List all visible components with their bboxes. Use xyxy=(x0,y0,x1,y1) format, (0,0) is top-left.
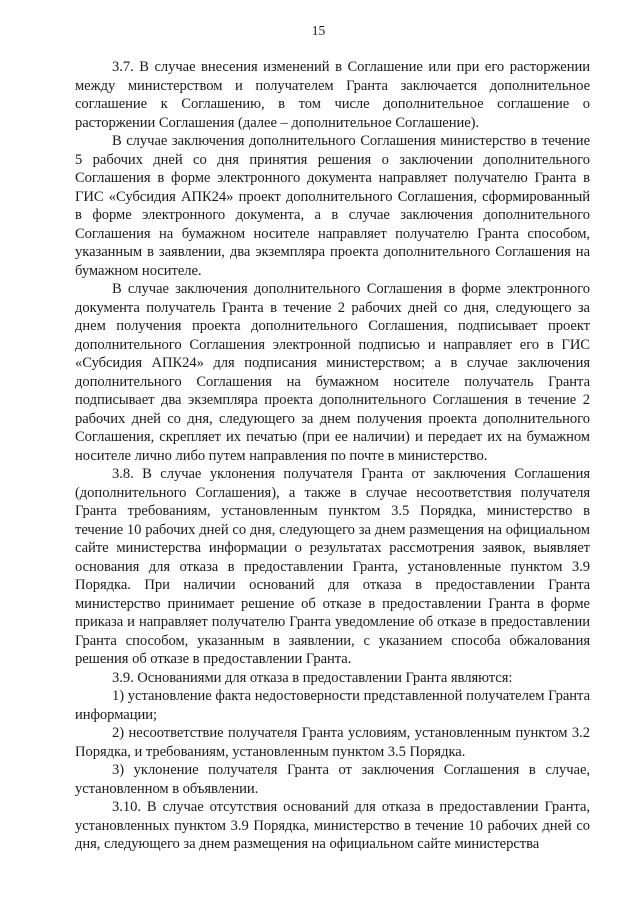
paragraph-3-7: 3.7. В случае внесения изменений в Соглашение или при его расторжении между министерством и получателем Гранта заключается дополнительное соглашение к Соглашению, в том числе дополнительное соглашение о расторжении Соглашения (далее – дополнительное Соглашение). xyxy=(75,59,590,131)
paragraph-additional-agreement-ministry: В случае заключения дополнительного Соглашения министерство в течение 5 рабочих дней со дня принятия решения о заключении дополнительного Соглашения в форме электронного документа направляет получателю Гранта в ГИС «Субсидия АПК24» проект дополнительного Соглашения, сформированный в форме электронного документа, а в случае заключения дополнительного Соглашения на бумажном носителе направляет получателю Гранта способом, указанным в заявлении, два экземпляра проекта дополнительного Соглашения на бумажном носителе. xyxy=(75,133,590,279)
list-item-2: 2) несоответствие получателя Гранта условиям, установленным пунктом 3.2 Порядка, и требованиям, установленным пунктом 3.5 Порядка. xyxy=(75,725,590,760)
paragraph-3-8: 3.8. В случае уклонения получателя Гранта от заключения Соглашения (дополнительного Соглашения), а также в случае несоответствия получателя Гранта требованиям, установленным пунктом 3.5 Порядка, министерство в течение 10 рабочих дней со дня, следующего за днем размещения на официальном сайте министерства информации о результатах рассмотрения заявок, выявляет основания для отказа в предоставлении Гранта, установленные пунктом 3.9 Порядка. При наличии оснований для отказа в предоставлении Гранта министерство принимает решение об отказе в предоставлении Гранта в форме приказа и направляет получателю Гранта уведомление об отказе в предоставлении Гранта способом, указанным в заявлении, с указанием способа обжалования решения об отказе в предоставлении Гранта. xyxy=(75,466,590,667)
paragraph-3-10: 3.10. В случае отсутствия оснований для отказа в предоставлении Гранта, установленных пунктом 3.9 Порядка, министерство в течение 10 рабочих дней со дня, следующего за днем размещения на официальном сайте министерства xyxy=(75,799,590,852)
paragraph-additional-agreement-recipient: В случае заключения дополнительного Соглашения в форме электронного документа получатель Гранта в течение 2 рабочих дней со дня, следующего за днем получения проекта дополнительного Соглашения, подписывает проект дополнительного Соглашения электронной подписью и направляет его в ГИС «Субсидия АПК24» для подписания министерством; а в случае заключения дополнительного Соглашения на бумажном носителе получатель Гранта подписывает два экземпляра проекта дополнительного Соглашения в течение 2 рабочих дней со дня, следующего за днем получения проекта дополнительного Соглашения, скрепляет их печатью (при ее наличии) и передает их на бумажном носителе лично либо путем направления по почте в министерство. xyxy=(75,281,590,464)
list-item-3: 3) уклонение получателя Гранта от заключения Соглашения в случае, установленном в объявлении. xyxy=(75,762,590,797)
page-number: 15 xyxy=(311,23,326,38)
paragraph-3-9: 3.9. Основаниями для отказа в предоставлении Гранта являются: xyxy=(112,669,513,686)
list-item-1: 1) установление факта недостоверности представленной получателем Гранта информации; xyxy=(75,688,590,723)
document-body xyxy=(75,58,590,854)
